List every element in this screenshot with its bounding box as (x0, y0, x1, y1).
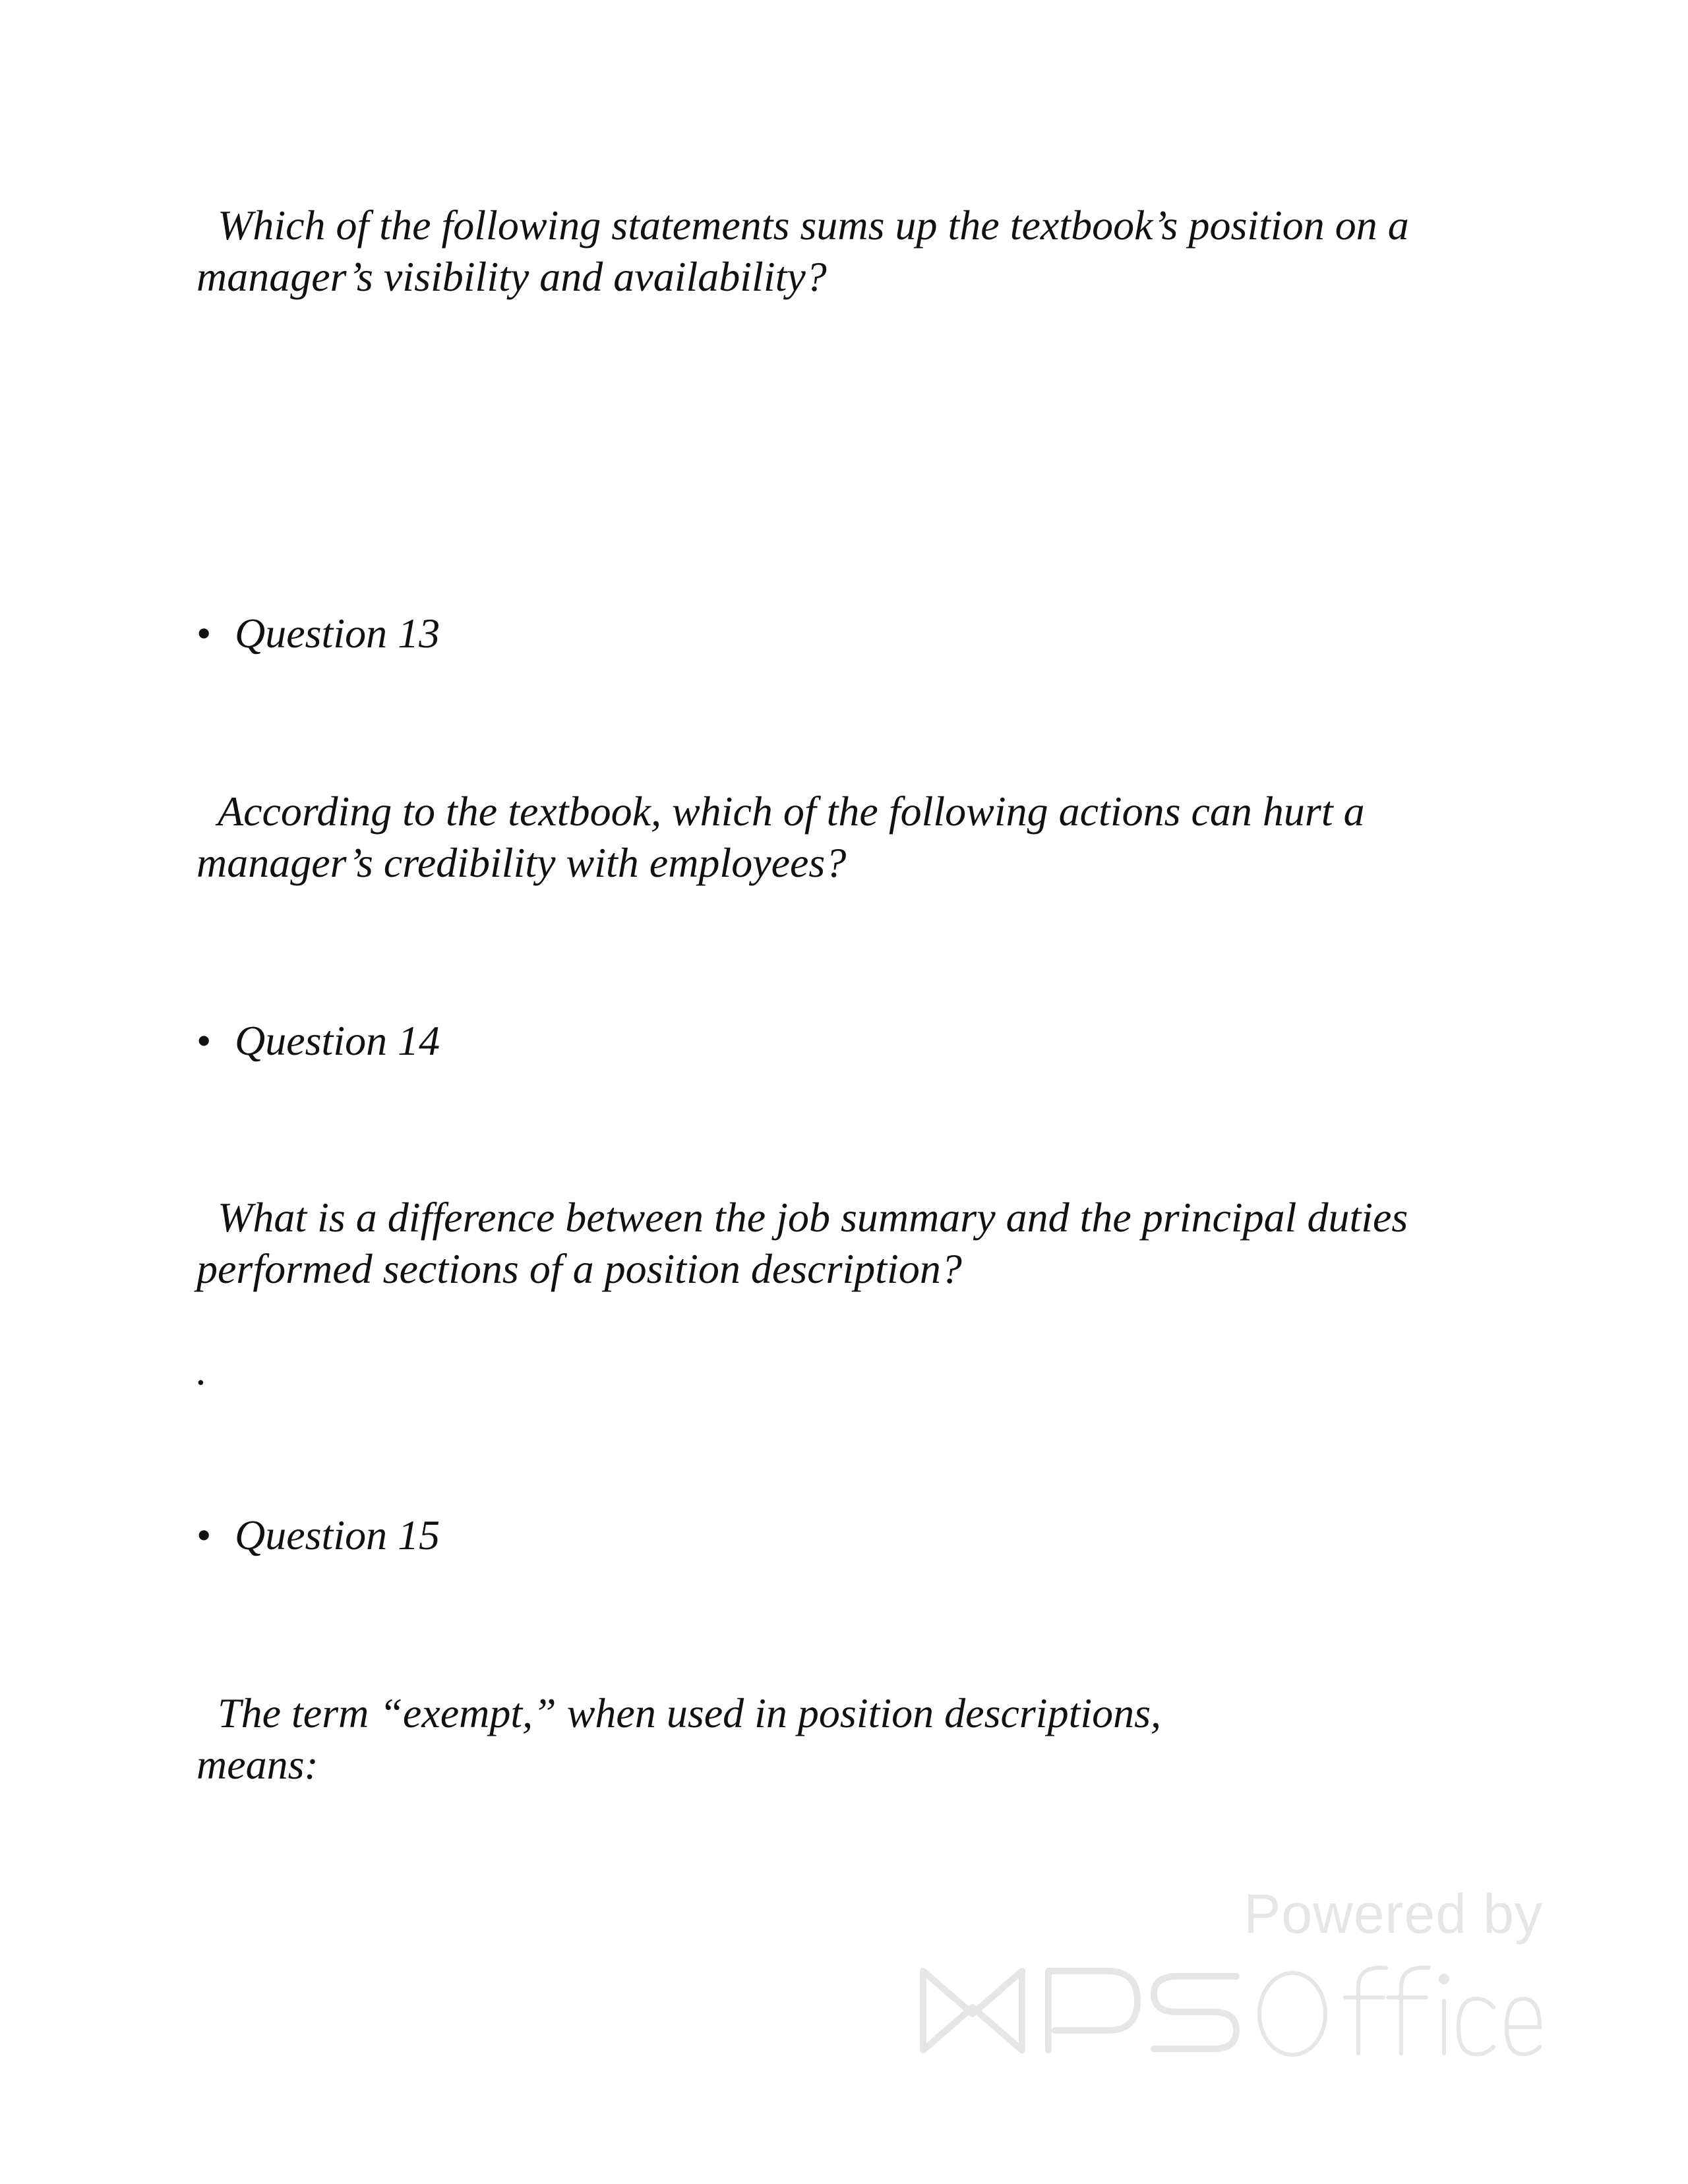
question-15-text: The term “exempt,” when used in position descriptions, means: (196, 1690, 1162, 1788)
wps-office-watermark (910, 1882, 1543, 2067)
watermark-powered-by: Powered by (1244, 1883, 1543, 1945)
question-14-heading (196, 1015, 440, 1067)
bullet-icon: • (196, 1512, 212, 1558)
question-13-label: Question 13 (235, 610, 440, 657)
question-14-text: What is a difference between the job summary and the principal duties performed sections of a position description? (196, 1194, 1419, 1292)
stray-period: . (196, 1347, 207, 1394)
bullet-icon: • (196, 610, 212, 657)
bullet-icon: • (196, 1017, 212, 1064)
question-15-label: Question 15 (235, 1512, 440, 1558)
wps-office-logo-icon (910, 1951, 1543, 2063)
question-13-text: According to the textbook, which of the following actions can hurt a manager’s credibility with employees? (196, 788, 1375, 886)
question-13-heading (196, 608, 440, 659)
question-12-text: Which of the following statements sums up the textbook’s position on a manager’s visibility and availability? (196, 202, 1420, 300)
question-14-label: Question 14 (235, 1017, 440, 1064)
question-15-heading (196, 1510, 440, 1561)
